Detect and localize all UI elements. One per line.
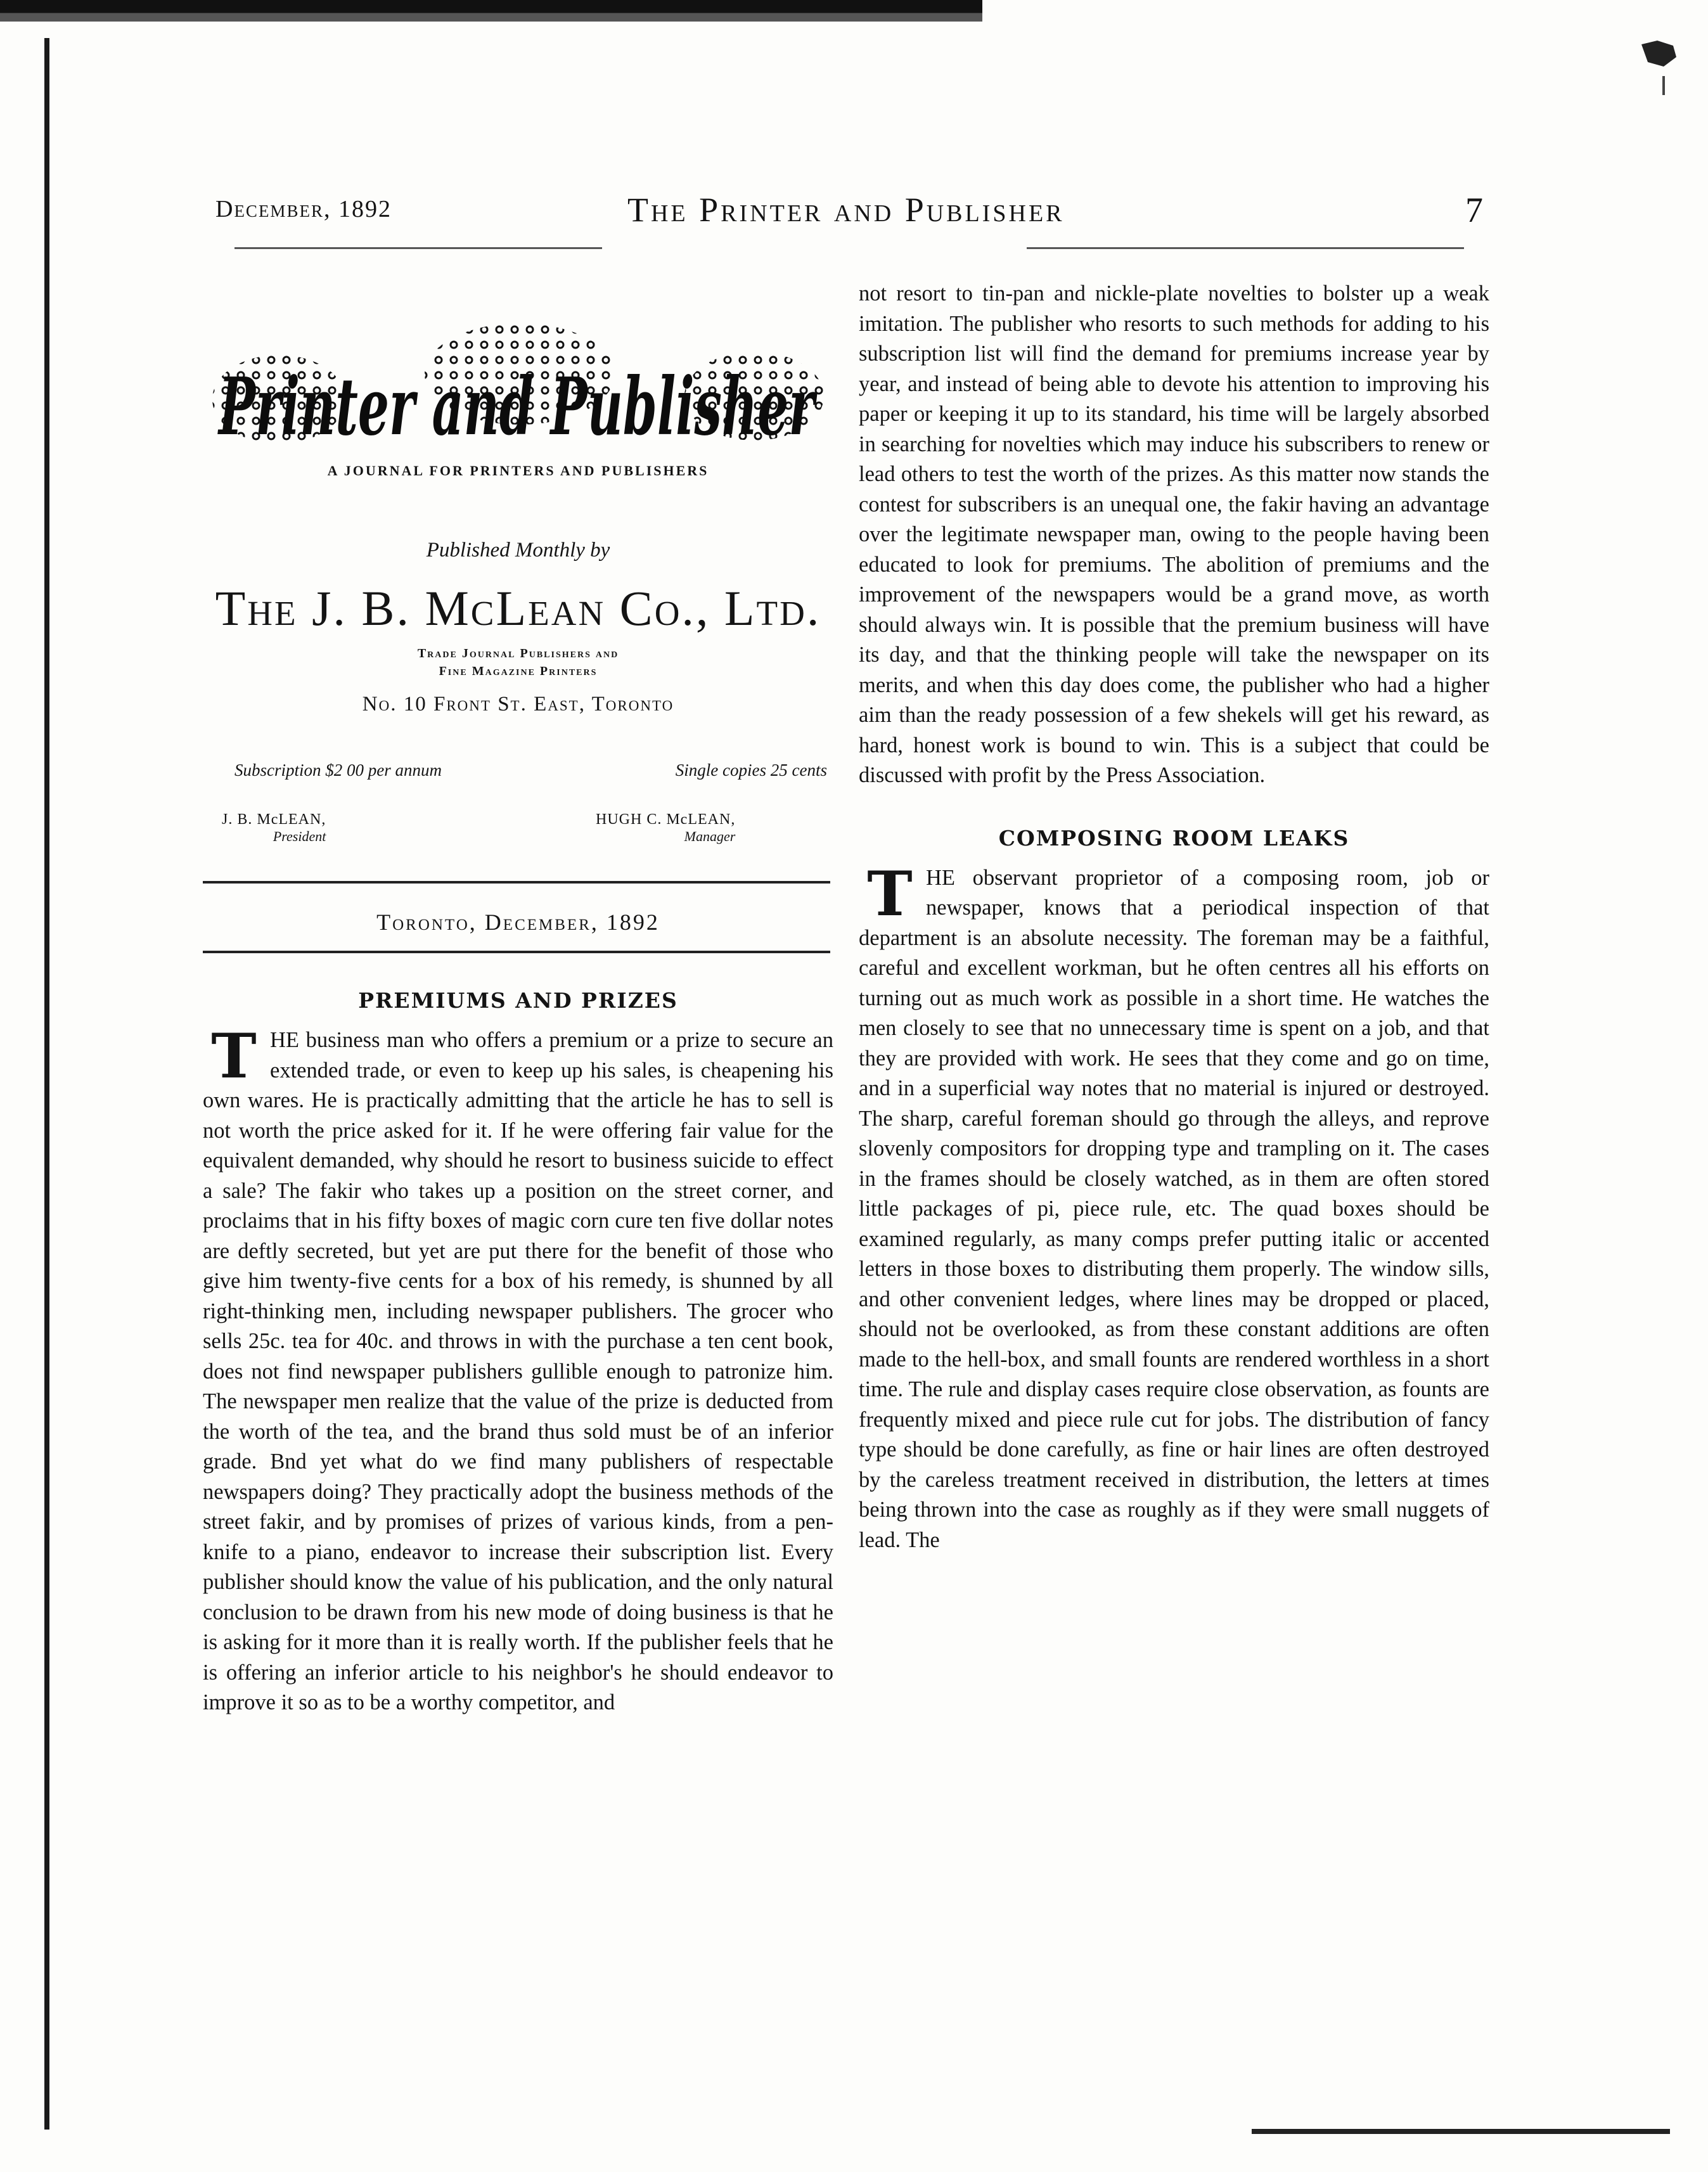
officer-president bbox=[222, 811, 326, 845]
header-rule-right bbox=[1027, 247, 1464, 249]
right-column bbox=[859, 279, 1489, 1555]
article-1-heading: PREMIUMS AND PRIZES bbox=[358, 988, 678, 1013]
published-by: Published Monthly by bbox=[426, 539, 610, 562]
masthead-tagline: A JOURNAL FOR PRINTERS AND PUBLISHERS bbox=[327, 463, 709, 479]
left-column bbox=[203, 279, 833, 1718]
running-head bbox=[215, 190, 1483, 241]
masthead-rule-top bbox=[203, 881, 830, 884]
masthead-logo bbox=[203, 292, 830, 482]
dateline: Toronto, December, 1892 bbox=[376, 909, 660, 935]
running-head-title: The Printer and Publisher bbox=[627, 191, 1065, 229]
scan-edge-bottom bbox=[1252, 2129, 1670, 2134]
price-row bbox=[203, 761, 833, 792]
publisher-sub-line-1: Trade Journal Publishers and bbox=[417, 646, 619, 660]
single-copy-price: Single copies 25 cents bbox=[675, 761, 827, 780]
article-2-dropcap: T bbox=[867, 858, 913, 930]
officer-1-name: J. B. McLEAN, bbox=[222, 811, 326, 828]
publisher-name: The J. B. McLean Co., Ltd. bbox=[215, 581, 821, 636]
running-head-date: December, 1892 bbox=[215, 196, 392, 222]
page-number: 7 bbox=[1465, 191, 1483, 230]
officer-1-title: President bbox=[273, 828, 326, 844]
header-rule-left bbox=[234, 247, 602, 249]
article-2-body bbox=[859, 858, 1489, 1556]
subscription-price: Subscription $2 00 per annum bbox=[234, 761, 442, 780]
scan-mark-right bbox=[1638, 38, 1683, 108]
article-2-text: HE observant proprietor of a composing room, job or newspaper, knows that a periodical inspection of that department is an absolute necessity. The foreman may be a faithful, careful and excellent workman, but he often centres all his efforts on turning out as much work as possible in a short time. He watches the men closely to see that no unnecessary time is spent on a job, and that they are provided with work. He sees that they come and go on time, and in a superficial way notes that no material is injured or destroyed. The sharp, careful foreman should go through the alleys, and reprove slovenly compositors for dropping type and trampling on it. The cases in the frames should be closely watched, as in them are often stored little packages of pi, piece rule, etc. The quad boxes should be examined regularly, as many comps prefer putting italic or accented letters in those boxes to distributing them properly. The window sills, and other convenient ledges, where lines may be dropped or placed, should not be overlooked, as from these constant additions are often made to the hell-box, and small founts are rendered worthless in a short time. The rule and display cases require close observation, as founts are frequently mixed and piece rule cut for jobs. The distribution of fancy type should be done carefully, as fine or hair lines are often destroyed by the careless treatment received in distribution, the letters at times being thrown into the case as roughly as if they were small nuggets of lead. The bbox=[859, 865, 1489, 1552]
officer-manager bbox=[596, 811, 735, 845]
publisher-address: No. 10 Front St. East, Toronto bbox=[362, 693, 674, 716]
publisher-sub-line-2: Fine Magazine Printers bbox=[439, 664, 598, 678]
article-1-text: HE business man who offers a premium or a prize to secure an extended trade, or even to keep up his sales, is cheapening his own wares. He is practically admitting that the article he has to sell is not worth the price asked for it. If he were offering fair value for the equivalent demanded, why should he resort to business suicide to effect a sale? The fakir who takes up a position on the street corner, and proclaims that in his fifty boxes of magic corn cure ten five dollar notes are deftly secreted, but yet are put there for the benefit of those who give him twenty-five cents for a box of his remedy, is shunned by all right-thinking men, including newspaper publishers. The grocer who sells 25c. tea for 40c. and throws in with the purchase a ten cent book, does not find newspaper publishers gullible enough to patronize him. The newspaper men realize that the value of the prize is deducted from the worth of the tea, and the brand thus sold must be of an inferior grade. Bnd yet what do we find many publishers of respectable newspapers doing? They practically adopt the business methods of the street fakir, and by promises of prizes of various kinds, from a pen-knife to a piano, endeavor to increase their subscription list. Every publisher should know the value of his publication, and the only natural conclusion to be drawn from his new mode of doing business is that he is asking for it more than it is really worth. If the publisher feels that he is offering an inferior article to his neighbor's he should endeavor to improve it so as to be a worthy competitor, and bbox=[203, 1028, 833, 1714]
masthead bbox=[203, 279, 833, 545]
masthead-logo-text: Printer and Publisher bbox=[217, 361, 818, 453]
masthead-rule-bottom bbox=[203, 951, 830, 953]
article-1-continuation: not resort to tin-pan and nickle-plate novelties to bolster up a weak imitation. The publisher who resorts to such methods for adding to his subscription list will find the demand for premiums increase year by year, and instead of being able to devote his attention to improving his paper or keeping it up to its standard, his time will be largely absorbed in searching for novelties which may induce his subscribers to renew or lead others to test the worth of the prizes. As this matter now stands the contest for subscribers is an unequal one, the fakir having an advantage over the legitimate newspaper man, owing to the people having been educated to look for premiums. The abolition of premiums and the improvement of the newspapers would be a grand move, as worth should always win. It is possible that the premium business will have its day, and that the thinking people will take the newspaper on its merits, and when this day does come, the publisher who had a higher aim than the ready possession of a few shekels will get his reward, as hard, honest work is bound to win. This is a subject that could be discussed with profit by the Press Association. bbox=[859, 281, 1489, 787]
article-2-heading: COMPOSING ROOM LEAKS bbox=[998, 825, 1350, 851]
officers bbox=[203, 811, 833, 868]
officer-2-name: HUGH C. McLEAN, bbox=[596, 811, 736, 828]
article-1-dropcap: T bbox=[211, 1020, 257, 1092]
publisher-subtitle bbox=[203, 645, 833, 680]
article-1-body bbox=[203, 1020, 833, 1718]
officer-2-title: Manager bbox=[684, 828, 736, 844]
scan-edge-top bbox=[0, 0, 982, 22]
scan-edge-left bbox=[44, 38, 49, 2130]
